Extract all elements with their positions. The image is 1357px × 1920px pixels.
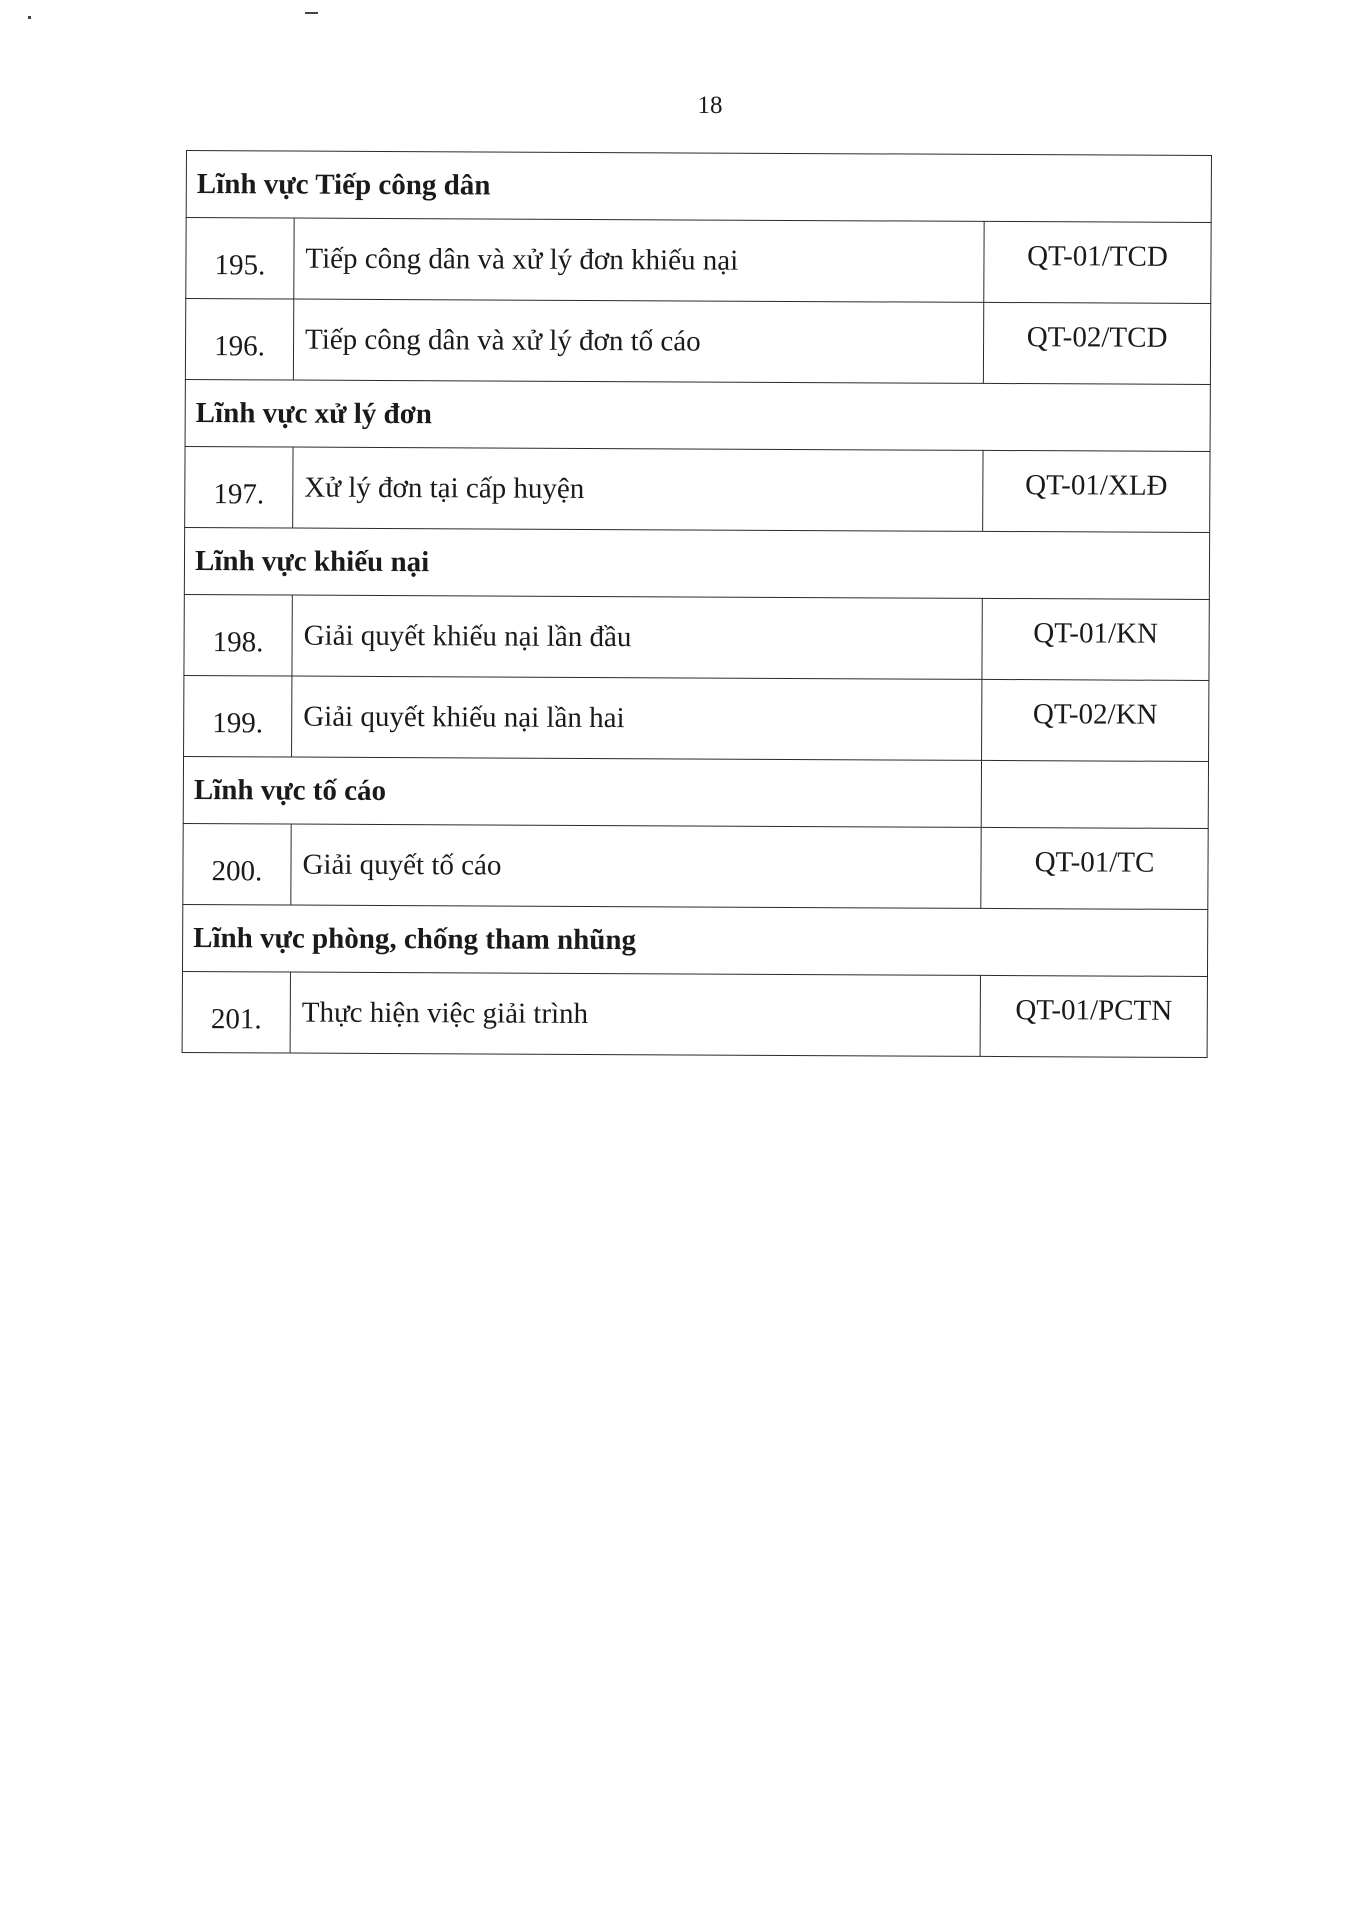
procedure-name: Giải quyết khiếu nại lần đầu xyxy=(292,595,982,679)
section-row-tiep-cong-dan xyxy=(186,151,1211,223)
table-row xyxy=(182,971,1207,1057)
section-row-xu-ly-don xyxy=(185,379,1210,451)
empty-code-cell xyxy=(981,760,1208,828)
section-title: Lĩnh vực khiếu nại xyxy=(184,527,1209,599)
section-row-phong-chong-tham-nhung xyxy=(182,904,1207,976)
page-number: 18 xyxy=(697,92,723,119)
scan-dot-mark xyxy=(28,16,31,19)
procedure-code: QT-02/TCD xyxy=(983,302,1210,384)
scan-dash-mark xyxy=(305,12,318,14)
procedure-name: Giải quyết tố cáo xyxy=(291,824,981,908)
item-number: 198. xyxy=(184,594,292,676)
section-row-khieu-nai xyxy=(184,527,1209,599)
item-number: 197. xyxy=(185,446,293,528)
table-row xyxy=(184,675,1209,761)
procedure-name: Thực hiện việc giải trình xyxy=(290,972,980,1056)
section-title: Lĩnh vực xử lý đơn xyxy=(185,379,1210,451)
section-title: Lĩnh vực tố cáo xyxy=(183,756,981,827)
procedure-code: QT-01/TCD xyxy=(984,221,1211,303)
procedure-name: Giải quyết khiếu nại lần hai xyxy=(292,676,982,760)
section-title: Lĩnh vực Tiếp công dân xyxy=(186,151,1211,223)
table-row xyxy=(185,299,1210,385)
procedure-code: QT-01/TC xyxy=(981,827,1208,909)
procedure-code: QT-01/XLĐ xyxy=(983,450,1210,532)
table-row xyxy=(184,594,1209,680)
item-number: 196. xyxy=(185,299,293,381)
procedure-code: QT-02/KN xyxy=(982,679,1209,761)
procedure-name: Xử lý đơn tại cấp huyện xyxy=(293,447,983,531)
item-number: 200. xyxy=(183,823,291,905)
table-row xyxy=(183,823,1208,909)
item-number: 199. xyxy=(184,675,292,757)
item-number: 201. xyxy=(182,971,290,1053)
procedure-name: Tiếp công dân và xử lý đơn khiếu nại xyxy=(294,218,984,302)
section-title: Lĩnh vực phòng, chống tham nhũng xyxy=(182,904,1207,976)
procedure-code: QT-01/PCTN xyxy=(980,975,1207,1057)
item-number: 195. xyxy=(186,218,294,300)
procedure-name: Tiếp công dân và xử lý đơn tố cáo xyxy=(293,299,983,383)
table-row xyxy=(186,218,1211,304)
section-row-to-cao xyxy=(183,756,1208,828)
procedure-table xyxy=(182,150,1212,1058)
table-row xyxy=(185,446,1210,532)
procedure-code: QT-01/KN xyxy=(982,598,1209,680)
